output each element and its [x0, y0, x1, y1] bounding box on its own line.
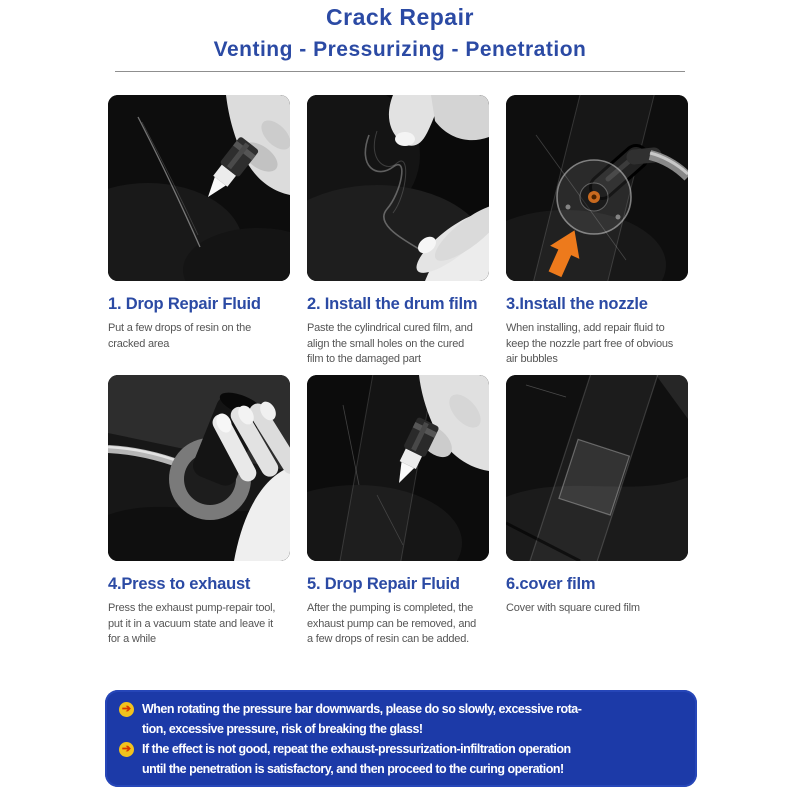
- step2-description: Paste the cylindrical cured film, and align the small holes on the cured film to the damaged part: [307, 322, 473, 365]
- step1-title: 1. Drop Repair Fluid: [108, 295, 261, 313]
- header: [0, 0, 800, 62]
- step4-title: 4.Press to exhaust: [108, 575, 251, 593]
- step-card-5: [307, 375, 489, 655]
- step1-description: Put a few drops of resin on the cracked area: [108, 322, 251, 350]
- step-card-1: [108, 95, 290, 375]
- warning-box: [105, 690, 697, 787]
- step6-title: 6.cover film: [506, 575, 596, 593]
- exhaust-pump-illustration: [108, 375, 290, 561]
- step4-description: Press the exhaust pump-repair tool, put it in a vacuum state and leave it for a while: [108, 602, 276, 645]
- warning-text-2: If the effect is not good, repeat the exhaust-pressurization-infiltration operation until the penetration is satisfactory, and then proceed to the curing operation!: [142, 742, 571, 776]
- step4-photo: [108, 375, 290, 561]
- step5-photo: [307, 375, 489, 561]
- page-subtitle: Venting - Pressurizing - Penetration: [213, 38, 587, 61]
- step5-description: After the pumping is completed, the exhaust pump can be removed, and a few drops of resin can be added.: [307, 602, 477, 645]
- step-card-6: [506, 375, 688, 655]
- step1-photo: [108, 95, 290, 281]
- step5-title: 5. Drop Repair Fluid: [307, 575, 460, 593]
- step2-title: 2. Install the drum film: [307, 295, 478, 313]
- drop-fluid-illustration: [108, 95, 290, 281]
- warning-text-1: When rotating the pressure bar downwards, please do so slowly, excessive rota- tion, excessive pressure, risk of breaking the glass!: [142, 702, 582, 736]
- step6-description: Cover with square cured film: [506, 602, 640, 614]
- drum-film-illustration: [307, 95, 489, 281]
- step-card-2: [307, 95, 489, 375]
- warning-item-2: [119, 739, 689, 779]
- step6-photo: [506, 375, 688, 561]
- step3-description: When installing, add repair fluid to keep the nozzle part free of obvious air bubbles: [506, 322, 674, 365]
- step-card-3: [506, 95, 688, 375]
- nozzle-illustration: [506, 95, 688, 281]
- steps-grid: [108, 95, 688, 655]
- drop-fluid-after-pump-illustration: [307, 375, 489, 561]
- step3-photo: [506, 95, 688, 281]
- step3-title: 3.Install the nozzle: [506, 295, 648, 313]
- warning-item-1: [119, 699, 689, 739]
- step2-photo: [307, 95, 489, 281]
- red-arrow-in-yellow-circle-icon: ➔: [119, 702, 134, 717]
- step-card-4: [108, 375, 290, 655]
- header-divider: [115, 71, 685, 72]
- red-arrow-in-yellow-circle-icon: ➔: [119, 742, 134, 757]
- cover-film-illustration: [506, 375, 688, 561]
- page-title: Crack Repair: [326, 4, 474, 30]
